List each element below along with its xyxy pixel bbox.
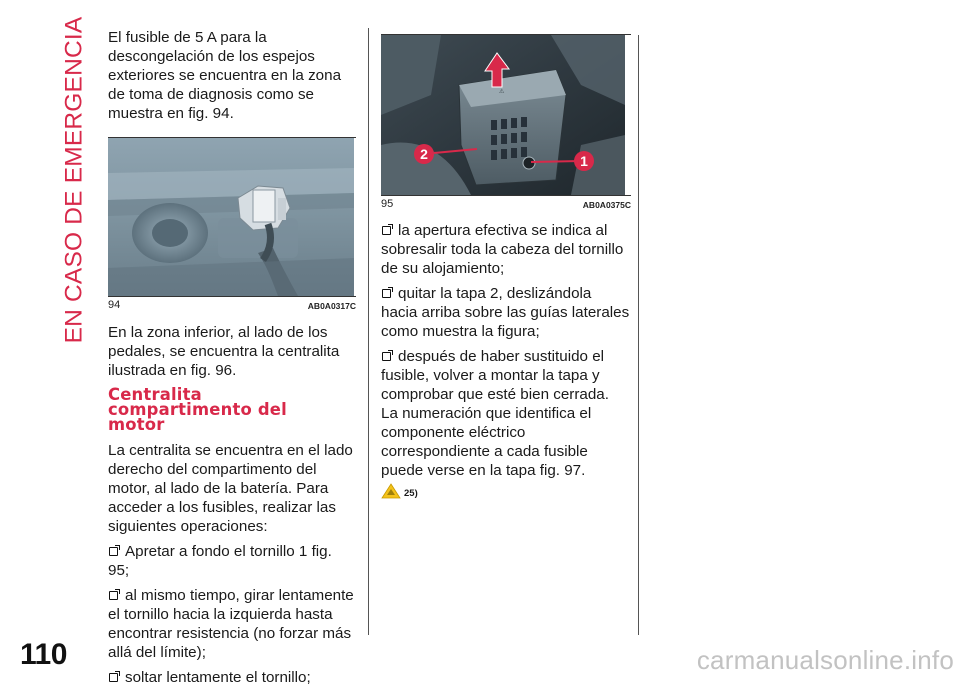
figure-95-caption <box>381 198 631 210</box>
paragraph-centralita-pedales: En la zona inferior, al lado de los pedales, se encuentra la centralita ilustrada en fig. 96. <box>108 324 340 379</box>
figure-95-number: 95 <box>381 198 394 210</box>
figure-94-caption <box>108 299 356 311</box>
paragraph-centralita-motor: La centralita se encuentra en el lado derecho del compartimento del motor, al lado de la batería. Para acceder a los fusibles, realizar las siguientes operaciones: <box>108 442 353 535</box>
footer-watermark: carmanualsonline.info <box>696 645 954 675</box>
checkbox-bullet-icon <box>382 226 391 235</box>
figure-95 <box>381 34 631 210</box>
checkbox-bullet-icon <box>109 591 118 600</box>
list-item-text: soltar lentamente el tornillo; <box>125 669 311 686</box>
page-number: 110 <box>20 638 67 671</box>
checkbox-bullet-icon <box>382 352 391 361</box>
list-item <box>108 586 356 662</box>
list-item <box>108 542 356 580</box>
list-item-text: después de haber sustituido el fusible, volver a montar la tapa y comprobar que esté bien cerrada. <box>381 348 609 403</box>
figure-95-label-1: 1 <box>580 153 588 169</box>
figure-95-bottom-rule <box>381 195 631 196</box>
list-item-text: Apretar a fondo el tornillo 1 fig. 95; <box>108 543 332 579</box>
list-item-text: la apertura efectiva se indica al sobresalir toda la cabeza del tornillo de su alojamiento; <box>381 222 624 277</box>
figure-95-code: AB0A0375C <box>582 200 631 210</box>
list-item <box>381 221 631 278</box>
list-item <box>381 284 631 341</box>
left-column <box>108 28 356 687</box>
section-title <box>48 16 100 344</box>
checkbox-bullet-icon <box>382 289 391 298</box>
svg-text:⚠: ⚠ <box>499 88 505 95</box>
column-divider-right <box>638 35 639 635</box>
warning-reference-label: 25) <box>404 487 418 499</box>
figure-94-code: AB0A0317C <box>307 301 356 311</box>
right-column <box>381 28 631 499</box>
intro-paragraph: El fusible de 5 A para la descongelación de los espejos exteriores se encuentra en la zona de toma de diagnosis como se muestra en fig. 94. <box>108 29 342 122</box>
list-item-text: al mismo tiempo, girar lentamente el tornillo hacia la izquierda hasta encontrar resistencia (no forzar más allá del límite); <box>108 587 354 661</box>
figure-94-number: 94 <box>108 299 121 311</box>
list-item-text: quitar la tapa 2, deslizándola hacia arriba sobre las guías laterales como muestra la figura; <box>381 285 630 340</box>
figure-95-image <box>381 35 625 195</box>
figure-94 <box>108 137 356 311</box>
figure-95-label-2: 2 <box>420 146 428 162</box>
figure-94-bottom-rule <box>108 296 356 297</box>
warning-triangle-icon <box>381 483 401 499</box>
checkbox-bullet-icon <box>109 547 118 556</box>
list-item <box>381 347 631 404</box>
warning-reference <box>381 483 631 499</box>
column-divider-middle <box>368 28 369 635</box>
figure-94-image <box>108 138 354 296</box>
section-title-text: EN CASO DE EMERGENCIA <box>60 16 87 344</box>
section-heading: Centralita compartimento del motor <box>108 385 287 434</box>
paragraph-numeracion: La numeración que identifica el componente eléctrico correspondiente a cada fusible puede verse en la tapa fig. 97. <box>381 405 592 479</box>
